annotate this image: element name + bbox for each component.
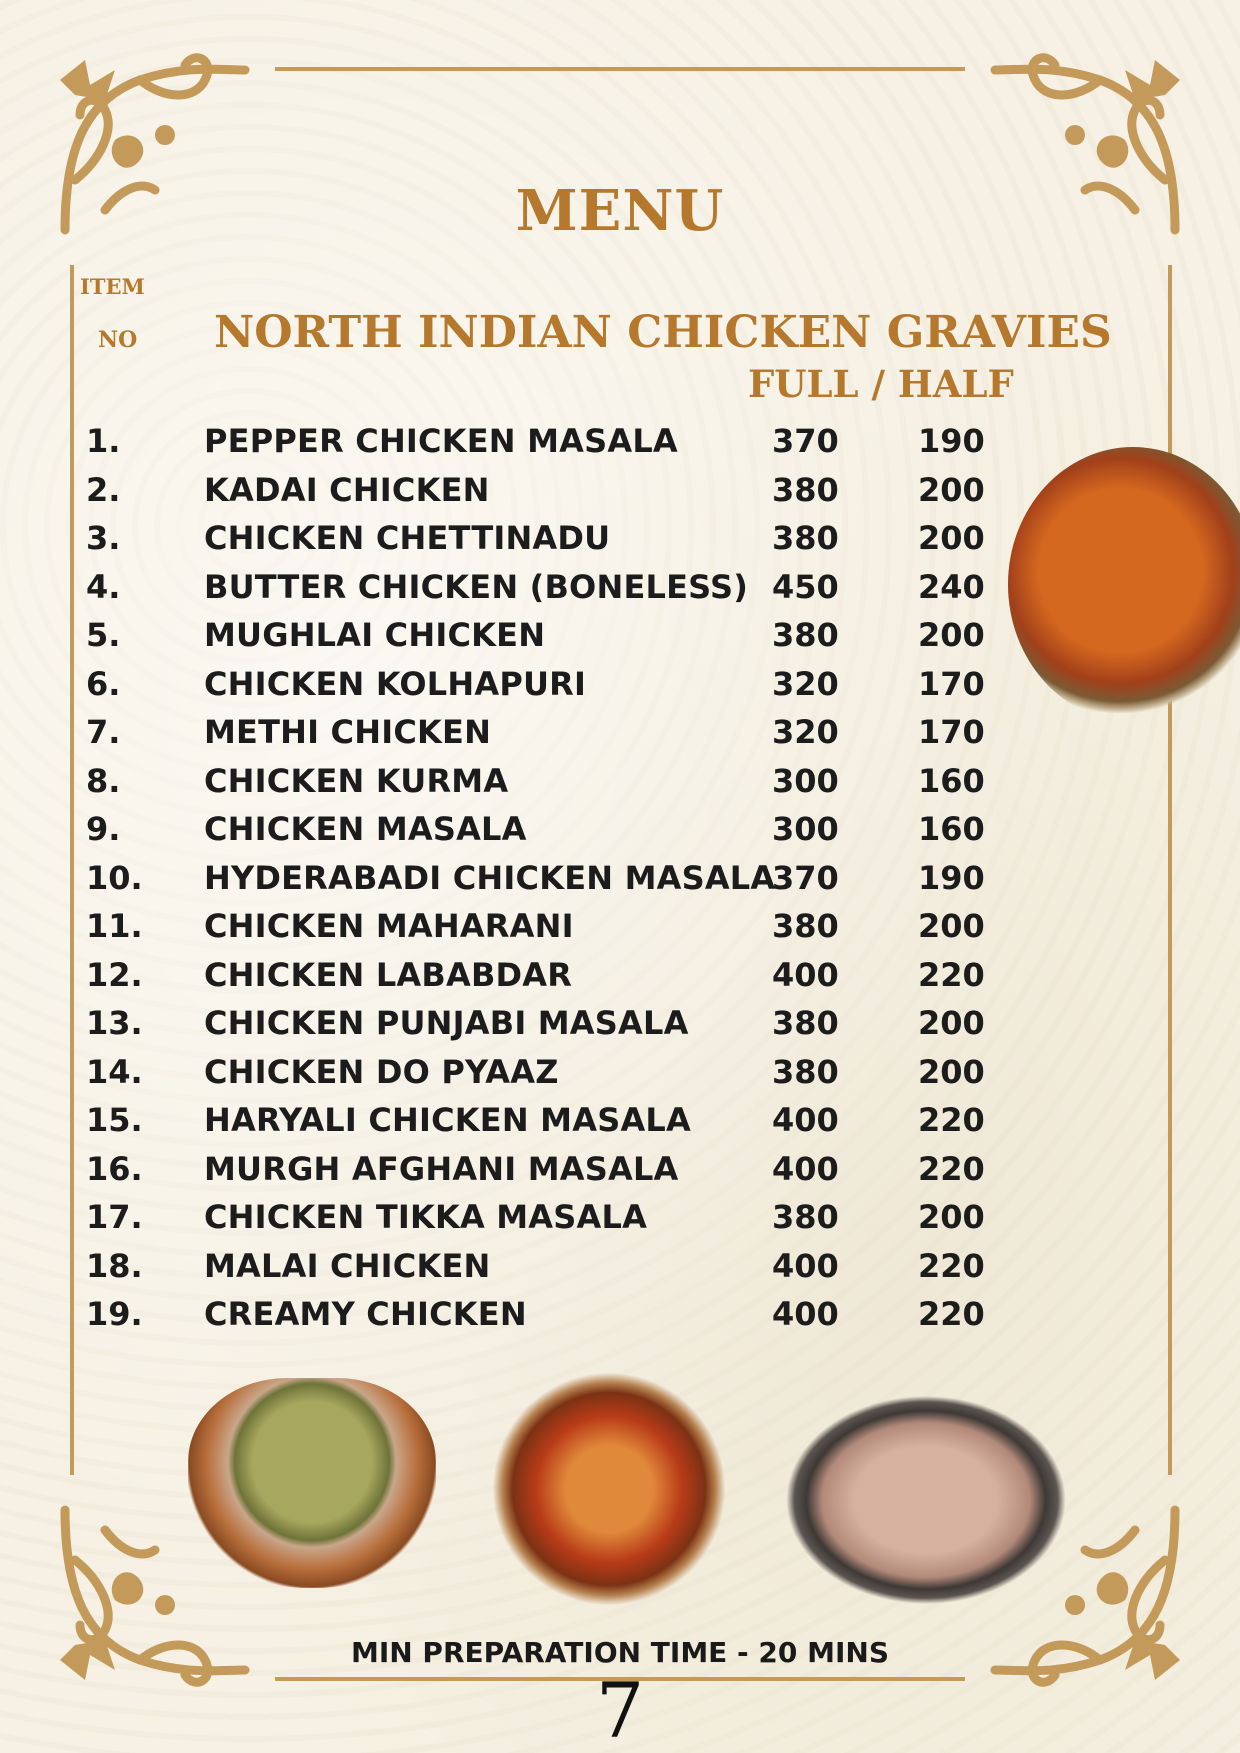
- item-name: PEPPER CHICKEN MASALA: [204, 422, 678, 460]
- item-number: 6.: [86, 664, 121, 703]
- item-price-full: 380: [772, 1198, 839, 1236]
- no-column-label: NO: [98, 327, 138, 353]
- menu-item-row: [0, 1247, 1240, 1295]
- item-name: CHICKEN MASALA: [204, 810, 527, 848]
- item-price-full: 320: [772, 713, 839, 751]
- section-title: NORTH INDIAN CHICKEN GRAVIES: [214, 307, 1112, 358]
- item-price-full: 380: [772, 470, 839, 509]
- item-price-full: 380: [772, 1004, 839, 1042]
- item-price-half: 190: [918, 422, 985, 460]
- item-name: CHICKEN PUNJABI MASALA: [204, 1004, 689, 1042]
- item-number: 8.: [86, 761, 121, 800]
- item-price-full: 400: [772, 1295, 839, 1333]
- item-number: 18.: [86, 1246, 143, 1285]
- item-number: 17.: [86, 1198, 143, 1236]
- top-border-line: [275, 67, 965, 71]
- item-name: CHICKEN LABABDAR: [204, 955, 573, 994]
- menu-item-row: [0, 422, 1240, 470]
- item-price-half: 240: [918, 567, 985, 606]
- item-number: 16.: [86, 1149, 143, 1188]
- item-name: MALAI CHICKEN: [204, 1246, 491, 1285]
- item-number: 12.: [86, 955, 143, 994]
- preparation-time-note: MIN PREPARATION TIME - 20 MINS: [350, 1636, 890, 1669]
- item-number: 5.: [86, 616, 121, 654]
- item-name: CHICKEN CHETTINADU: [204, 519, 611, 557]
- item-price-full: 380: [772, 519, 839, 557]
- item-number: 1.: [86, 422, 121, 460]
- menu-item-row: [0, 1004, 1240, 1052]
- menu-item-row: [0, 713, 1240, 761]
- item-price-half: 220: [918, 1246, 985, 1285]
- item-price-full: 400: [772, 1246, 839, 1285]
- item-price-half: 160: [918, 761, 985, 800]
- item-name: HYDERABADI CHICKEN MASALA: [204, 858, 776, 897]
- item-price-half: 220: [918, 1101, 985, 1139]
- menu-item-row: [0, 956, 1240, 1004]
- item-price-half: 160: [918, 810, 985, 848]
- item-number: 4.: [86, 567, 121, 606]
- item-price-full: 300: [772, 761, 839, 800]
- item-price-half: 170: [918, 713, 985, 751]
- item-name: CHICKEN DO PYAAZ: [204, 1052, 559, 1091]
- item-name: BUTTER CHICKEN (BONELESS): [204, 567, 749, 606]
- item-name: METHI CHICKEN: [204, 713, 492, 751]
- item-price-half: 200: [918, 1052, 985, 1091]
- item-name: CHICKEN KOLHAPURI: [204, 664, 587, 703]
- price-column-header: FULL / HALF: [748, 362, 1014, 406]
- item-price-full: 400: [772, 1101, 839, 1139]
- item-price-full: 400: [772, 955, 839, 994]
- item-name: CHICKEN TIKKA MASALA: [204, 1198, 648, 1236]
- creamy-curry-bowl-photo: [785, 1395, 1067, 1605]
- curry-bowl-photo: [1008, 447, 1240, 722]
- item-price-half: 200: [918, 1198, 985, 1236]
- item-price-full: 370: [772, 858, 839, 897]
- item-price-full: 380: [772, 616, 839, 654]
- item-column-label: ITEM: [80, 274, 145, 299]
- item-price-full: 320: [772, 664, 839, 703]
- menu-item-row: [0, 859, 1240, 907]
- item-price-half: 200: [918, 616, 985, 654]
- page-number: 7: [595, 1666, 645, 1753]
- item-name: CHICKEN KURMA: [204, 761, 509, 800]
- item-price-half: 200: [918, 519, 985, 557]
- item-number: 19.: [86, 1295, 143, 1333]
- item-name: HARYALI CHICKEN MASALA: [204, 1101, 691, 1139]
- item-price-half: 200: [918, 470, 985, 509]
- menu-item-row: [0, 1150, 1240, 1198]
- item-name: CREAMY CHICKEN: [204, 1295, 527, 1333]
- menu-item-row: [0, 810, 1240, 858]
- item-price-full: 300: [772, 810, 839, 848]
- menu-item-row: [0, 762, 1240, 810]
- menu-item-row: [0, 1198, 1240, 1246]
- item-name: KADAI CHICKEN: [204, 470, 490, 509]
- item-number: 9.: [86, 810, 121, 848]
- item-number: 3.: [86, 519, 121, 557]
- item-name: CHICKEN MAHARANI: [204, 907, 574, 945]
- item-name: MURGH AFGHANI MASALA: [204, 1149, 679, 1188]
- item-price-half: 220: [918, 955, 985, 994]
- menu-item-row: [0, 1295, 1240, 1343]
- item-name: MUGHLAI CHICKEN: [204, 616, 546, 654]
- item-price-half: 200: [918, 907, 985, 945]
- item-number: 10.: [86, 858, 143, 897]
- green-curry-pot-photo: [188, 1378, 436, 1588]
- item-price-half: 200: [918, 1004, 985, 1042]
- menu-item-row: [0, 1101, 1240, 1149]
- item-price-full: 380: [772, 1052, 839, 1091]
- menu-title: MENU: [515, 178, 725, 244]
- item-price-half: 190: [918, 858, 985, 897]
- menu-item-row: [0, 1053, 1240, 1101]
- item-number: 11.: [86, 907, 143, 945]
- item-number: 13.: [86, 1004, 143, 1042]
- item-number: 14.: [86, 1052, 143, 1091]
- item-number: 15.: [86, 1101, 143, 1139]
- item-price-full: 380: [772, 907, 839, 945]
- menu-item-row: [0, 907, 1240, 955]
- item-price-full: 400: [772, 1149, 839, 1188]
- item-price-full: 370: [772, 422, 839, 460]
- item-price-half: 170: [918, 664, 985, 703]
- item-price-half: 220: [918, 1149, 985, 1188]
- red-curry-kadai-photo: [490, 1373, 728, 1605]
- item-number: 2.: [86, 470, 121, 509]
- item-price-half: 220: [918, 1295, 985, 1333]
- item-number: 7.: [86, 713, 121, 751]
- item-price-full: 450: [772, 567, 839, 606]
